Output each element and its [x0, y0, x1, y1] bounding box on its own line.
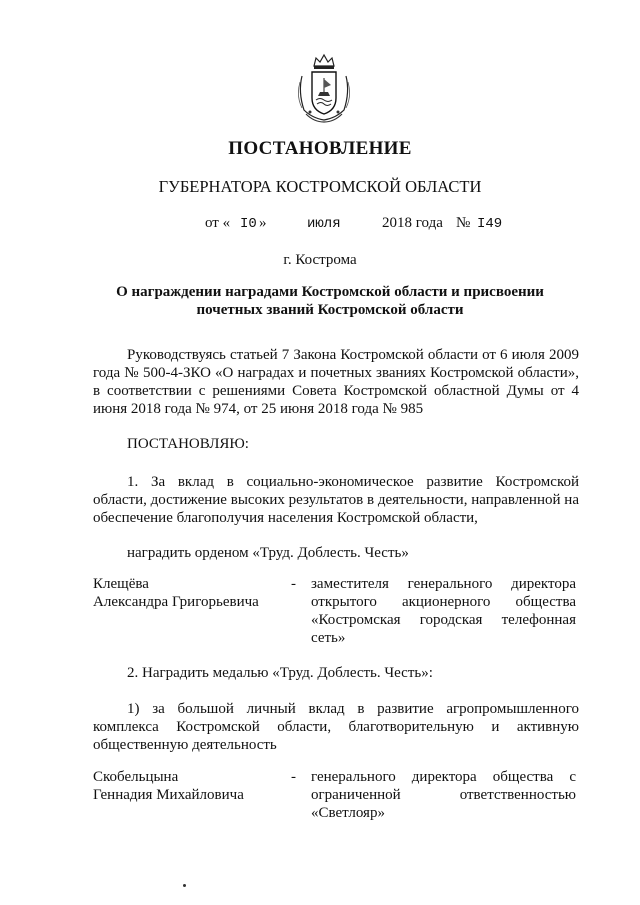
- decree-word: ПОСТАНОВЛЯЮ:: [127, 436, 249, 452]
- recipient-2-surname: Скобельцына: [93, 769, 179, 785]
- document-number: I49: [477, 216, 503, 232]
- recipient-2-role: генерального директора общества с ограниченной ответственностью «Светлояр»: [311, 769, 576, 821]
- recipient-1-dash: -: [291, 576, 296, 592]
- item-2: 2. Наградить медалью «Труд. Доблесть. Честь»:: [127, 665, 433, 681]
- city: г. Кострома: [283, 252, 357, 268]
- recipient-1-role: заместителя генерального директора открытого акционерного общества «Костромская городская телефонная сеть»: [311, 576, 576, 646]
- number-sign: №: [456, 215, 471, 231]
- date-day: I0: [240, 216, 257, 232]
- date-year: 2018 года: [382, 215, 443, 231]
- recipient-2-dash: -: [291, 769, 296, 785]
- document-title: ПОСТАНОВЛЕНИЕ: [228, 138, 412, 159]
- document-heading: О награждении наградами Костромской области и присвоении почетных званий Костромской области: [116, 284, 544, 318]
- recipient-2-name: [93, 768, 293, 804]
- item-1: 1. За вклад в социально-экономическое развитие Костромской области, достижение высоких результатов в деятельности, направленной на обеспечение благополучия населения Костромской области,: [93, 474, 579, 526]
- award-1: наградить орденом «Труд. Доблесть. Честь»: [127, 545, 409, 561]
- coat-of-arms-icon: [296, 52, 352, 124]
- preamble: Руководствуясь статьей 7 Закона Костромской области от 6 июля 2009 года № 500-4-ЗКО «О наградах и почетных званиях Костромской области», в соответствии с решениями Совета Костромской областной Думы от 4 июня 2018 года № 974, от 25 июня 2018 года № 985: [93, 347, 579, 417]
- recipient-1-surname: Клещёва: [93, 576, 149, 592]
- date-close: »: [259, 215, 267, 231]
- document-subtitle: ГУБЕРНАТОРА КОСТРОМСКОЙ ОБЛАСТИ: [158, 177, 482, 196]
- recipient-1-given-names: Александра Григорьевича: [93, 594, 259, 610]
- item-2-sub-1: 1) за большой личный вклад в развитие агропромышленного комплекса Костромской области, благотворительную и активную общественную деятельность: [93, 701, 579, 753]
- recipient-1-name: [93, 575, 293, 611]
- date-month: июля: [307, 216, 341, 232]
- recipient-2-given-names: Геннадия Михайловича: [93, 787, 244, 803]
- date-prefix: от «: [205, 215, 231, 231]
- scan-speck: [183, 884, 186, 887]
